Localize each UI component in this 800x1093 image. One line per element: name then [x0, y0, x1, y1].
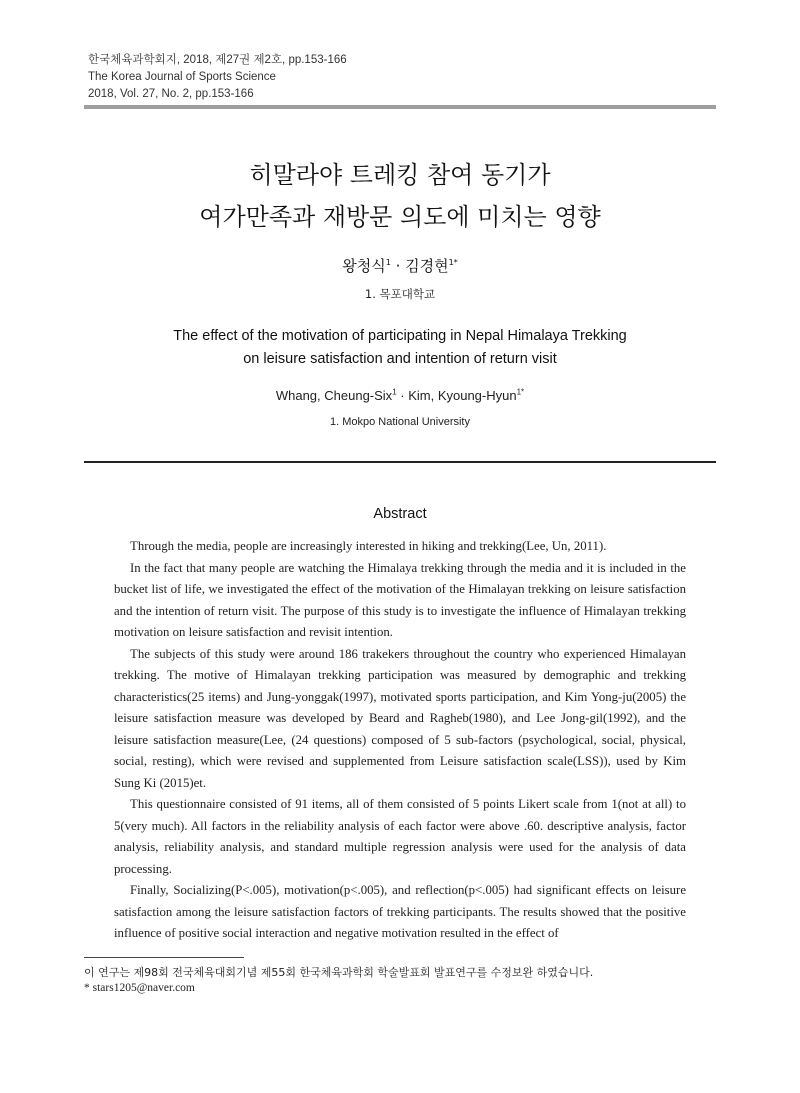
authors-ko — [0, 255, 800, 276]
affiliation-ko: 1. 목포대학교 — [364, 287, 436, 301]
title-ko-line1: 히말라야 트레킹 참여 동기가 — [249, 161, 551, 189]
journal-header — [88, 52, 347, 103]
authors-en — [0, 388, 800, 403]
author-en-1: Whang, Cheung-Six — [275, 388, 393, 403]
author-en-2-affil: 1* — [516, 387, 525, 397]
author-ko-2: 김경현 — [405, 257, 449, 275]
abstract-paragraph: Finally, Socializing(P<.005), motivation(p<.005), and reflection(p<.005) had significant effects on leisure satisfaction among the leisure satisfaction factors of trekking participants. The results showed that the positive influence of positive social interaction and negative motivation resulted in the effect of — [114, 883, 686, 940]
author-separator: · — [396, 388, 409, 403]
footnote-divider — [84, 957, 244, 958]
footnote-acknowledgment: 이 연구는 제98회 전국체육대회기념 제55회 한국체육과학회 학술발표회 발표연구를 수정보완 하였습니다. — [84, 966, 594, 979]
title-en-line1: The effect of the motivation of participating in Nepal Himalaya Trekking — [173, 328, 627, 344]
section-divider — [84, 461, 716, 463]
abstract-heading: Abstract — [373, 506, 427, 522]
title-ko-line2: 여가만족과 재방문 의도에 미치는 영향 — [199, 203, 601, 231]
author-ko-1-affil: 1 — [385, 258, 391, 267]
author-ko-2-affil: 1* — [448, 258, 458, 267]
abstract-body — [114, 536, 686, 945]
journal-citation-en: 2018, Vol. 27, No. 2, pp.153-166 — [88, 88, 254, 100]
abstract-paragraph: In the fact that many people are watching the Himalaya trekking through the media and it is included in the bucket list of life, we investigated the effect of the motivation of the Himalayan trekking on leisure satisfaction and the intention of return visit. The purpose of this study is to investigate the influence of Himalayan trekking motivation on leisure satisfaction and revisit intention. — [114, 560, 686, 639]
author-en-2: Kim, Kyoung-Hyun — [408, 388, 517, 403]
abstract-paragraph: Through the media, people are increasingly interested in hiking and trekking(Lee, Un, 2011). — [130, 539, 607, 553]
header-divider — [84, 105, 716, 109]
author-en-1-affil: 1 — [392, 387, 397, 397]
journal-citation-ko: 한국체육과학회지, 2018, 제27권 제2호, pp.153-166 — [88, 54, 347, 66]
author-ko-1: 왕청식 — [342, 257, 386, 275]
title-en-line2: on leisure satisfaction and intention of return visit — [243, 351, 557, 367]
affiliation-en: 1. Mokpo National University — [329, 416, 470, 428]
abstract-paragraph: This questionnaire consisted of 91 items, all of them consisted of 5 points Likert scale from 1(not at all) to 5(very much). All factors in the reliability analysis of each factor were above .60. descriptive analysis, factor analysis, reliability analysis, and standard multiple regression analysis were used for the analysis of data processing. — [114, 797, 686, 876]
author-separator: · — [390, 257, 406, 275]
journal-name-en: The Korea Journal of Sports Science — [88, 71, 276, 83]
abstract-paragraph: The subjects of this study were around 186 trakekers throughout the country who experienced Himalayan trekking. The motive of Himalayan trekking participation was measured by demographic and trekking characteristics(25 items) and Jung-yonggak(1997), motivated sports participation, and Kim Yong-ju(2005) the leisure satisfaction measure was developed by Beard and Ragheb(1980), and Lee Jong-gil(1992), and the leisure satisfaction measure(Lee, (24 questions) composed of 5 sub-factors (psychological, social, physical, social, resting), which were revised and supplemented from Leisure satisfaction scale(LSS)), used by Kim Sung Ki (2015)et. — [114, 646, 686, 790]
footnote-corresponding-email: * stars1205@naver.com — [84, 982, 195, 994]
